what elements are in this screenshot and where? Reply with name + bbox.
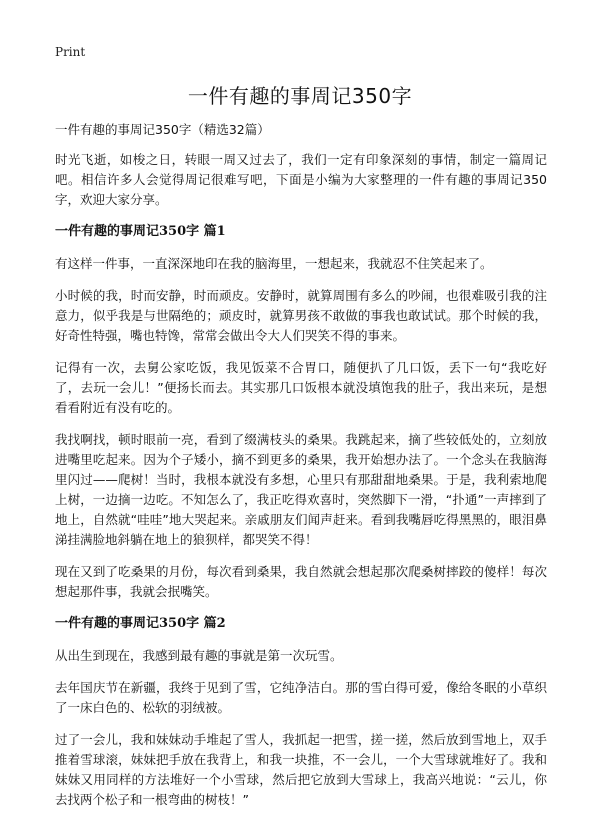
section-heading-2: 一件有趣的事周记350字 篇2	[55, 616, 226, 631]
paragraph: 我找啊找，顿时眼前一亮，看到了缀满枝头的桑果。我跳起来，摘了些较低处的，立刻放进嘴里吃起来。因为个子矮小，摘不到更多的桑果，我开始想办法了。一个念头在我脑海里闪过——爬树！当时，我根本就没有多想，心里只有那甜甜地桑果。于是，我利索地爬上树，一边摘一边吃。不知怎么了，我正吃得欢喜时，突然脚下一滑，“扑通”一声摔到了地上，自然就“哇哇”地大哭起来。亲戚朋友们闻声赶来。看到我嘴唇吃得黑黑的，眼泪鼻涕挂满脸地斜躺在地上的狼狈样，都哭笑不得！	[55, 432, 547, 547]
article-subtitle: 一件有趣的事周记350字（精选32篇）	[55, 122, 270, 137]
paragraph: 去年国庆节在新疆，我终于见到了雪，它纯净洁白。那的雪白得可爱，像给冬眠的小草织了一床白色的、松软的羽绒被。	[55, 680, 547, 715]
paragraph: 有这样一件事，一直深深地印在我的脑海里，一想起来，我就忍不住笑起来了。	[55, 256, 493, 271]
paragraph: 从出生到现在，我感到最有趣的事就是第一次玩雪。	[55, 648, 343, 663]
print-link[interactable]: Print	[55, 45, 86, 59]
section-heading-1: 一件有趣的事周记350字 篇1	[55, 224, 226, 239]
intro-paragraph: 时光飞逝，如梭之日，转眼一周又过去了，我们一定有印象深刻的事情，制定一篇周记吧。相信许多人会觉得周记很难写吧，下面是小编为大家整理的一件有趣的事周记350字，欢迎大家分享。	[55, 152, 547, 207]
page-title: 一件有趣的事周记350字	[187, 84, 413, 108]
paragraph: 小时候的我，时而安静，时而顽皮。安静时，就算周围有多么的吵闹，也很难吸引我的注意力，似乎我是与世隔绝的；顽皮时，就算男孩不敢做的事我也敢试试。那个时候的我，好奇性特强，嘴也特馋，常常会做出令大人们哭笑不得的事来。	[55, 288, 547, 343]
paragraph: 现在又到了吃桑果的月份，每次看到桑果，我自然就会想起那次爬桑树摔跤的傻样！每次想起那件事，我就会抿嘴笑。	[55, 564, 547, 599]
paragraph: 过了一会儿，我和妹妹动手堆起了雪人，我抓起一把雪，搓一搓，然后放到雪地上，双手推着雪球滚，妹妹把手放在我背上，和我一块推，不一会儿，一个大雪球就堆好了。我和妹妹又用同样的方法堆好一个小雪球，然后把它放到大雪球上，我高兴地说：“云儿，你去找两个松子和一根弯曲的树枝！”	[55, 732, 547, 807]
paragraph: 记得有一次，去舅公家吃饭，我见饭菜不合胃口，随便扒了几口饭，丢下一句“我吃好了，去玩一会儿！”便扬长而去。其实那几口饭根本就没填饱我的肚子，我出来玩，是想看看附近有没有吃的。	[55, 360, 547, 415]
article-body	[55, 120, 547, 822]
